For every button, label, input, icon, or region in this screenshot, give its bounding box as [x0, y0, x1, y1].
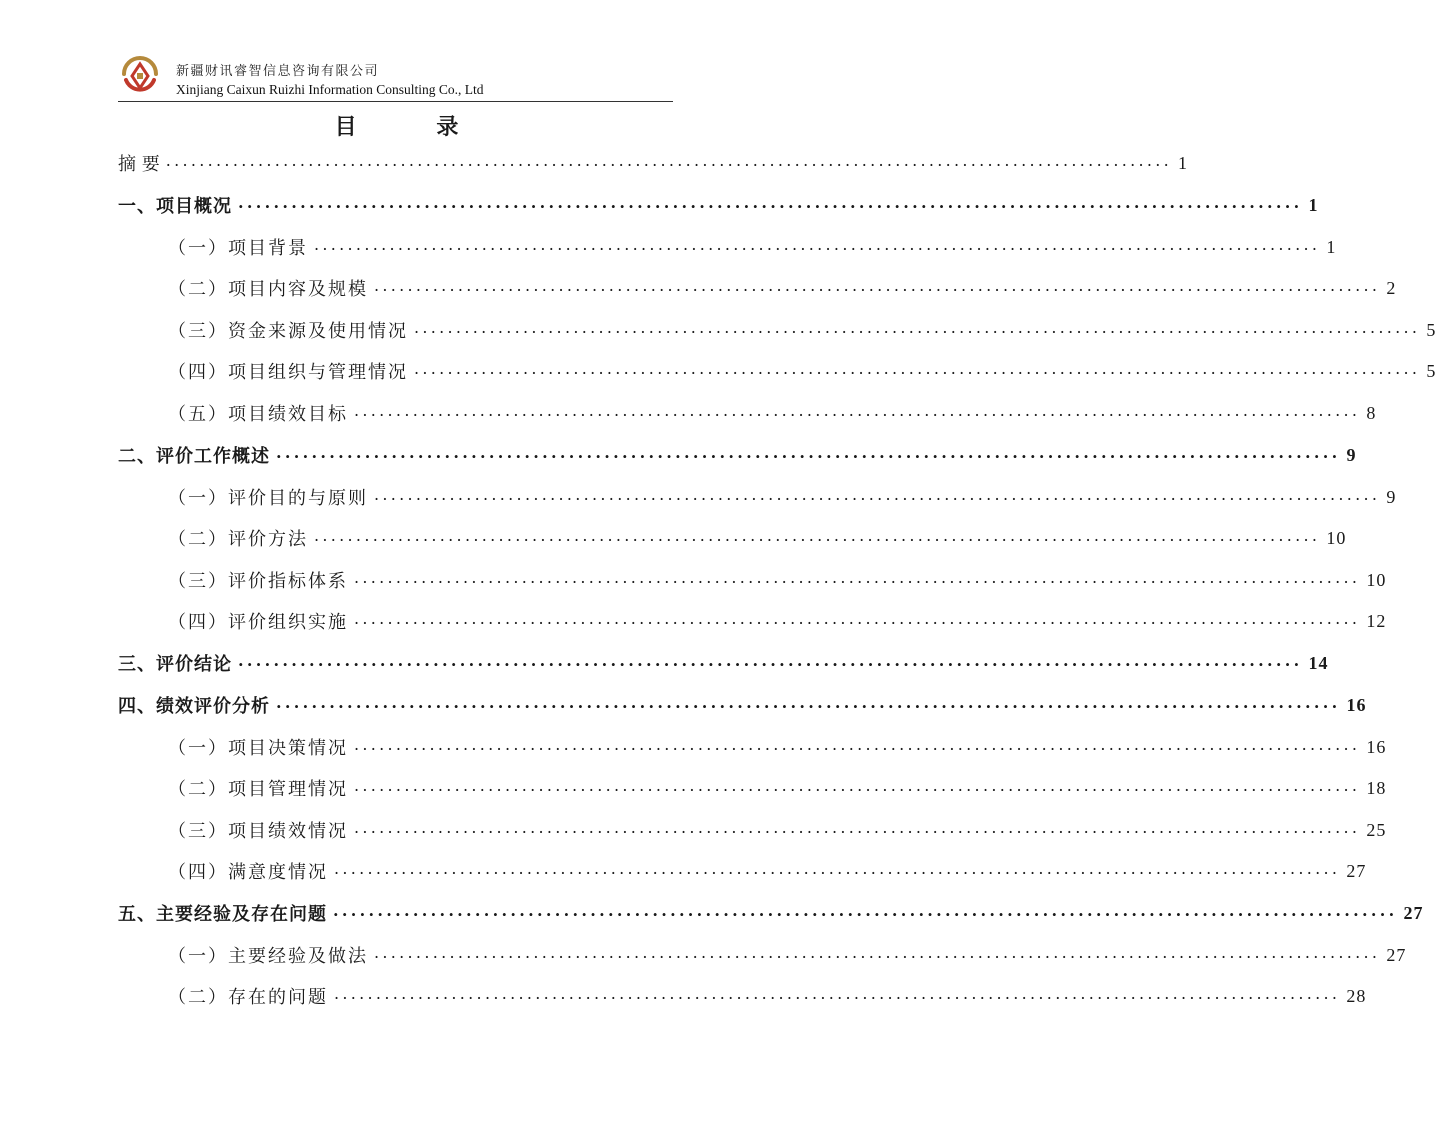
toc-dot-leader: ........................................................................................................................	[314, 525, 1321, 545]
toc-entry-page: 9	[1346, 444, 1357, 465]
toc-entry[interactable]	[168, 976, 1367, 1016]
page-header	[118, 52, 673, 102]
toc-entry[interactable]	[168, 810, 1387, 850]
toc-entry[interactable]	[168, 560, 1387, 600]
toc-dot-leader: ........................................................................................................................	[354, 608, 1361, 628]
toc-entry-label: （二）项目内容及规模	[168, 279, 368, 300]
toc-entry-label: （五）项目绩效目标	[168, 404, 348, 425]
toc-entry-label: 一、项目概况	[118, 196, 232, 217]
toc-entry-label: （一）主要经验及做法	[168, 946, 368, 967]
toc-dot-leader: ........................................................................................................................	[238, 192, 1303, 212]
company-name-en: Xinjiang Caixun Ruizhi Information Consulting Co., Ltd	[176, 82, 484, 97]
toc-entry[interactable]	[118, 685, 1367, 725]
toc-entry[interactable]	[168, 310, 1436, 350]
toc-dot-leader: ........................................................................................................................	[374, 484, 1381, 504]
toc-entry-page: 16	[1346, 694, 1367, 715]
toc-dot-leader: ........................................................................................................................	[333, 900, 1398, 920]
toc-entry-page: 1	[1178, 152, 1189, 173]
toc-entry-page: 14	[1308, 652, 1329, 673]
toc-entry[interactable]	[118, 185, 1319, 225]
toc-dot-leader: ........................................................................................................................	[414, 358, 1421, 378]
toc-entry-page: 27	[1403, 902, 1424, 923]
toc-dot-leader: ........................................................................................................................	[374, 942, 1381, 962]
toc-entry-label: 四、绩效评价分析	[118, 696, 270, 717]
toc-entry[interactable]	[168, 935, 1407, 975]
company-name-cn: 新疆财讯睿智信息咨询有限公司	[176, 64, 380, 79]
toc-dot-leader: ........................................................................................................................	[276, 442, 1341, 462]
toc-entry-page: 16	[1366, 736, 1387, 757]
toc-entry-label: 摘 要	[118, 154, 160, 175]
toc-entry-label: （三）评价指标体系	[168, 571, 348, 592]
toc-entry-page: 27	[1386, 944, 1407, 965]
toc-entry[interactable]	[168, 518, 1347, 558]
toc-entry[interactable]	[168, 351, 1436, 391]
toc-entry-label: （四）满意度情况	[168, 862, 328, 883]
toc-entry-page: 8	[1366, 402, 1377, 423]
toc-dot-leader: ........................................................................................................................	[238, 650, 1303, 670]
toc-entry-page: 1	[1308, 194, 1319, 215]
toc-dot-leader: ........................................................................................................................	[354, 734, 1361, 754]
toc-dot-leader: ........................................................................................................................	[165, 150, 1173, 170]
toc-dot-leader: ........................................................................................................................	[334, 983, 1341, 1003]
toc-entry-label: （二）存在的问题	[168, 987, 328, 1008]
header-divider	[118, 101, 673, 102]
toc-entry-label: （二）评价方法	[168, 529, 308, 550]
toc-entry-label: （四）评价组织实施	[168, 612, 348, 633]
toc-entry-label: 五、主要经验及存在问题	[118, 904, 327, 925]
toc-entry[interactable]	[118, 643, 1329, 683]
toc-entry-page: 27	[1346, 860, 1367, 881]
toc-entry-page: 10	[1326, 527, 1347, 548]
toc-entry[interactable]	[168, 268, 1397, 308]
toc-entry-page: 2	[1386, 277, 1397, 298]
toc-entry[interactable]	[118, 435, 1357, 475]
toc-entry[interactable]	[168, 393, 1377, 433]
toc-entry-label: （一）项目背景	[168, 238, 308, 259]
toc-entry-page: 9	[1386, 486, 1397, 507]
toc-entry-label: 三、评价结论	[118, 654, 232, 675]
toc-dot-leader: ........................................................................................................................	[354, 567, 1361, 587]
toc-entry[interactable]	[168, 477, 1397, 517]
toc-entry-label: 二、评价工作概述	[118, 446, 270, 467]
toc-entry-page: 5	[1426, 360, 1436, 381]
toc-entry-label: （二）项目管理情况	[168, 779, 348, 800]
toc-dot-leader: ........................................................................................................................	[334, 858, 1341, 878]
toc-dot-leader: ........................................................................................................................	[314, 234, 1321, 254]
toc-entry-page: 1	[1326, 236, 1337, 257]
toc-entry-page: 28	[1346, 985, 1367, 1006]
toc-entry[interactable]	[168, 227, 1337, 267]
toc-entry[interactable]	[168, 601, 1387, 641]
toc-entry[interactable]	[168, 851, 1367, 891]
toc-entry-page: 25	[1366, 819, 1387, 840]
toc-dot-leader: ........................................................................................................................	[354, 400, 1361, 420]
toc-entry-label: （三）资金来源及使用情况	[168, 321, 408, 342]
toc-entry[interactable]	[118, 143, 1189, 183]
toc-dot-leader: ........................................................................................................................	[276, 692, 1341, 712]
toc-entry-label: （一）项目决策情况	[168, 738, 348, 759]
toc-entry-page: 5	[1426, 319, 1436, 340]
toc-entry[interactable]	[118, 893, 1424, 933]
toc-dot-leader: ........................................................................................................................	[414, 317, 1421, 337]
toc-entry[interactable]	[168, 768, 1387, 808]
toc-entry[interactable]	[168, 727, 1387, 767]
toc-entry-page: 18	[1366, 777, 1387, 798]
toc-dot-leader: ........................................................................................................................	[374, 275, 1381, 295]
page-title: 目 录	[334, 115, 495, 140]
toc-entry-page: 10	[1366, 569, 1387, 590]
toc-entry-label: （四）项目组织与管理情况	[168, 362, 408, 383]
toc-entry-label: （一）评价目的与原则	[168, 488, 368, 509]
toc-dot-leader: ........................................................................................................................	[354, 817, 1361, 837]
toc-entry-page: 12	[1366, 610, 1387, 631]
toc-entry-label: （三）项目绩效情况	[168, 821, 348, 842]
company-logo-icon	[118, 54, 162, 98]
toc-dot-leader: ........................................................................................................................	[354, 775, 1361, 795]
